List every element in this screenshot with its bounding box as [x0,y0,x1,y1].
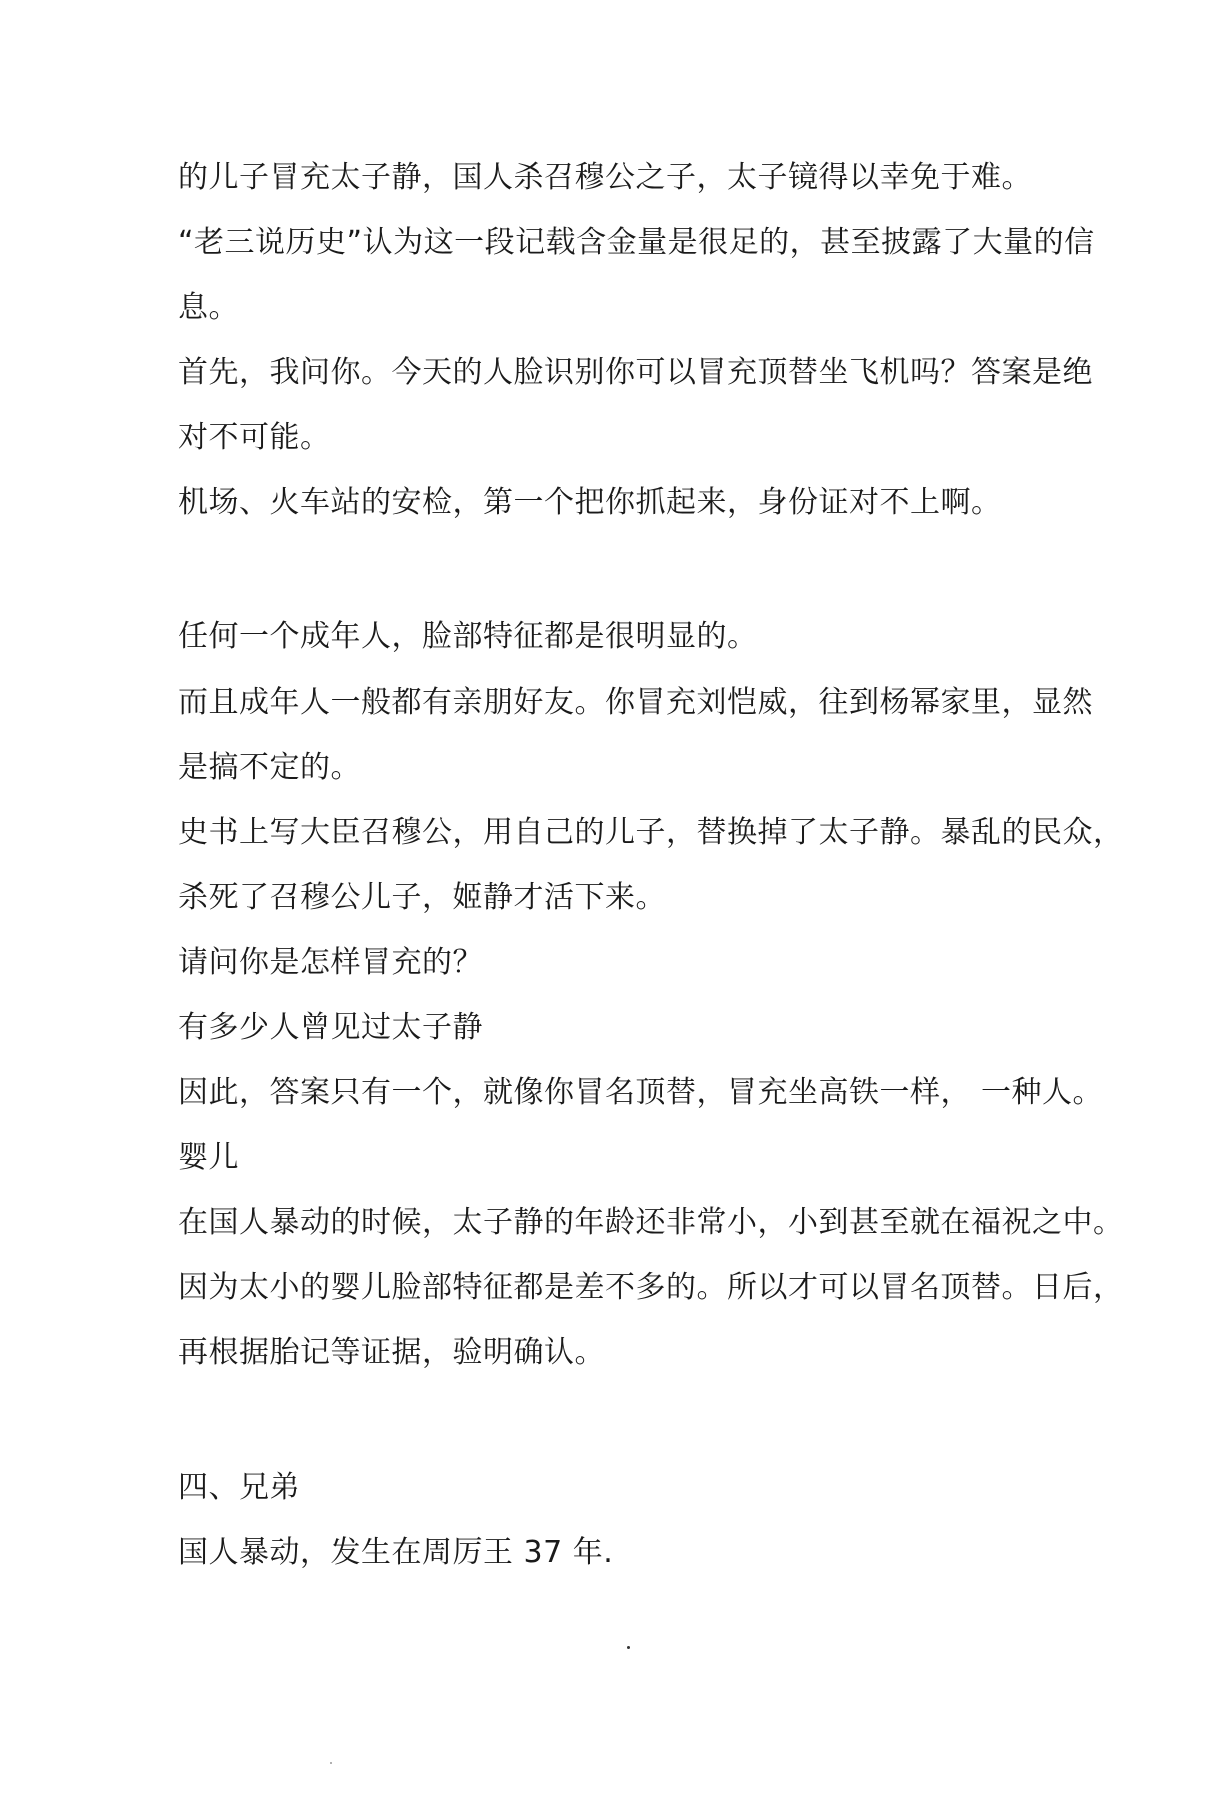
text-line: 而且成年人一般都有亲朋好友。你冒充刘恺威，往到杨幂家里，显然 [178,685,1093,720]
text-line: 是搞不定的。 [178,750,361,785]
text-line: 对不可能。 [178,420,331,455]
text-line: 任何一个成年人，脸部特征都是很明显的。 [178,619,758,654]
text-line: 有多少人曾见过太子静 [178,1010,483,1045]
text-line: 婴儿 [178,1140,239,1175]
text-line: 因此，答案只有一个，就像你冒名顶替，冒充坐高铁一样， 一种人。 [178,1075,1104,1110]
text-line: 息。 [178,290,239,325]
text-line: 机场、火车站的安检，第一个把你抓起来，身份证对不上啊。 [178,485,1002,520]
text-line: 请问你是怎样冒充的？ [178,945,483,980]
text-line: 因为太小的婴儿脸部特征都是差不多的。所以才可以冒名顶替。日后， [178,1270,1124,1305]
text-line: 再根据胎记等证据，验明确认。 [178,1335,605,1370]
text-line: 史书上写大臣召穆公，用自己的儿子，替换掉了太子静。暴乱的民众， [178,815,1124,850]
text-line: 杀死了召穆公儿子，姬静才活下来。 [178,880,666,915]
scan-speck [330,1762,332,1764]
text-line: 的儿子冒充太子静，国人杀召穆公之子，太子镜得以幸免于难。 [178,160,1032,195]
text-line: 国人暴动，发生在周厉王 37 年. [178,1535,614,1570]
section-heading: 四、兄弟 [178,1470,300,1505]
text-line: 首先，我问你。今天的人脸识别你可以冒充顶替坐飞机吗？答案是绝 [178,355,1093,390]
text-line: 在国人暴动的时候，太子静的年龄还非常小，小到甚至就在福祝之中。 [178,1205,1124,1240]
text-line: “老三说历史”认为这一段记载含金量是很足的，甚至披露了大量的信 [178,225,1095,260]
scan-speck [627,1646,630,1649]
